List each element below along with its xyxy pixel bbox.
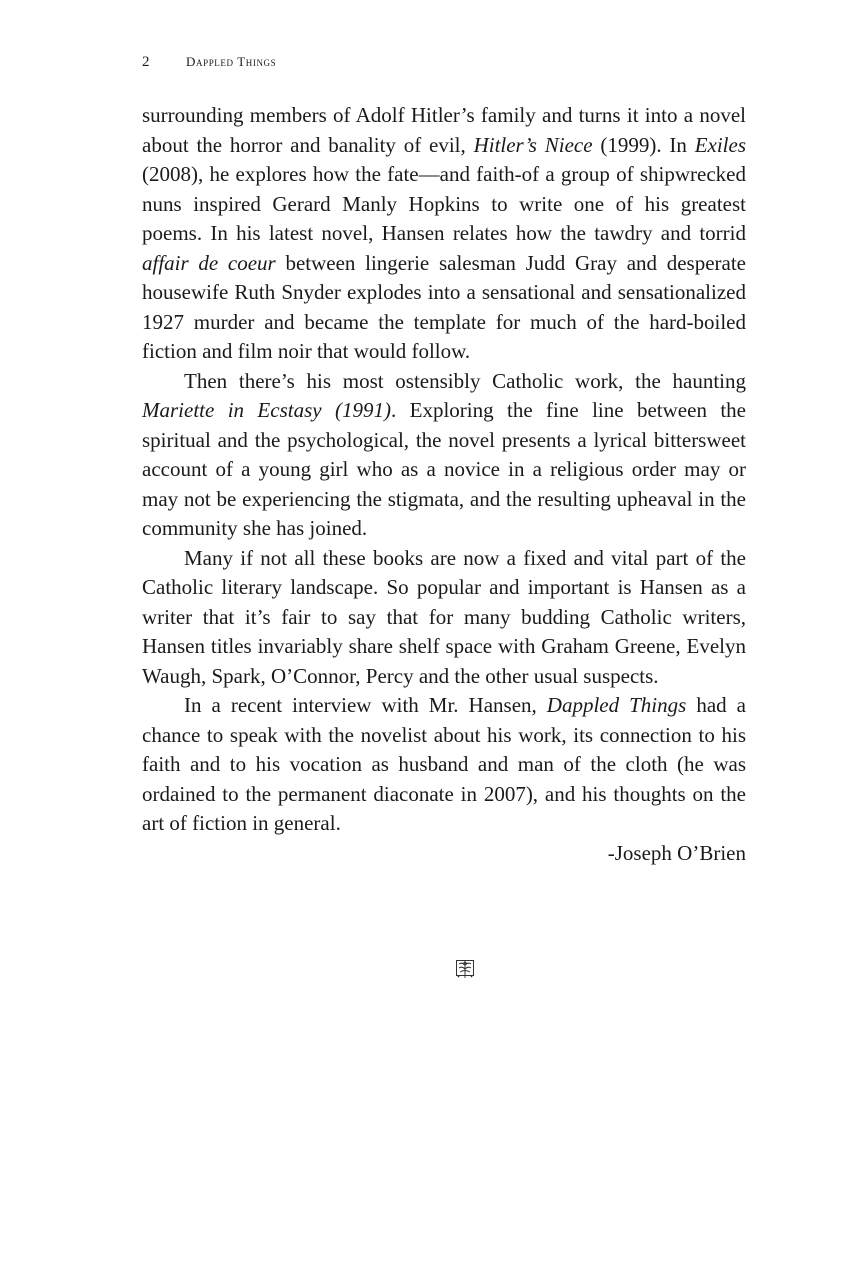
text-run: (1999). In — [592, 132, 695, 157]
running-head — [142, 54, 276, 71]
text-run: Then there’s his most ostensibly Catholic work, the haunting — [184, 368, 746, 393]
paragraph-3 — [142, 544, 746, 692]
text-run: between lingerie salesman Judd Gray and desperate housewife Ruth Snyder explodes into a sensational and sensationalized 1927 murder and became the template for much of the hard-boiled fiction and film noir that would follow. — [142, 250, 747, 363]
text-run: In a recent interview with Mr. Hansen, — [184, 693, 547, 717]
text-run: had a chance to speak with the novelist about his work, its connection to his faith and to his vocation as husband and man of the cloth (he was ordained to the permanent diaconate in 2007), and his thoughts on the art of fiction in general. — [142, 693, 746, 835]
paragraph-4 — [142, 691, 746, 839]
book-title-hitlers-niece: Hitler’s Niece — [473, 132, 593, 157]
author-signature: -Joseph O’Brien — [607, 840, 746, 865]
page-number: 2 — [142, 54, 150, 70]
text-run: Many if not all these books are now a fixed and vital part of the Catholic literary landscape. So popular and important is Hansen as a writer that it’s fair to say that for many budding Catholic writers, Hansen titles invariably share shelf space with Graham Greene, Evelyn Waugh, Spark, O’Connor, Percy and the other usual suspects. — [142, 545, 746, 688]
text-run: (2008), he explores how the fate—and faith-of a group of shipwrecked nuns inspired Gerard Manly Hopkins to write one of his greatest poems. In his latest novel, Hansen relates how the tawdry and torrid — [142, 162, 746, 245]
paragraph-1 — [142, 101, 746, 367]
book-title-mariette: Mariette in Ecstasy (1991) — [142, 398, 391, 422]
decorative-fleuron-icon — [454, 957, 476, 979]
italic-phrase: affair de coeur — [142, 250, 276, 275]
book-title-exiles: Exiles — [694, 132, 746, 157]
text-run: surrounding members of Adolf Hitler’s family and turns it into a novel about the horror and banality of evil, — [142, 103, 746, 157]
journal-title-italic: Dappled Things — [546, 693, 687, 717]
article-body — [142, 101, 746, 868]
text-run: . Exploring the fine line between the spiritual and the psychological, the novel presents a lyrical bittersweet account of a young girl who as a novice in a religious order may or may not be experiencing the stigmata, and the resulting upheaval in the community she has joined. — [142, 398, 746, 540]
journal-title: Dappled Things — [186, 54, 277, 69]
paragraph-2 — [142, 367, 746, 544]
